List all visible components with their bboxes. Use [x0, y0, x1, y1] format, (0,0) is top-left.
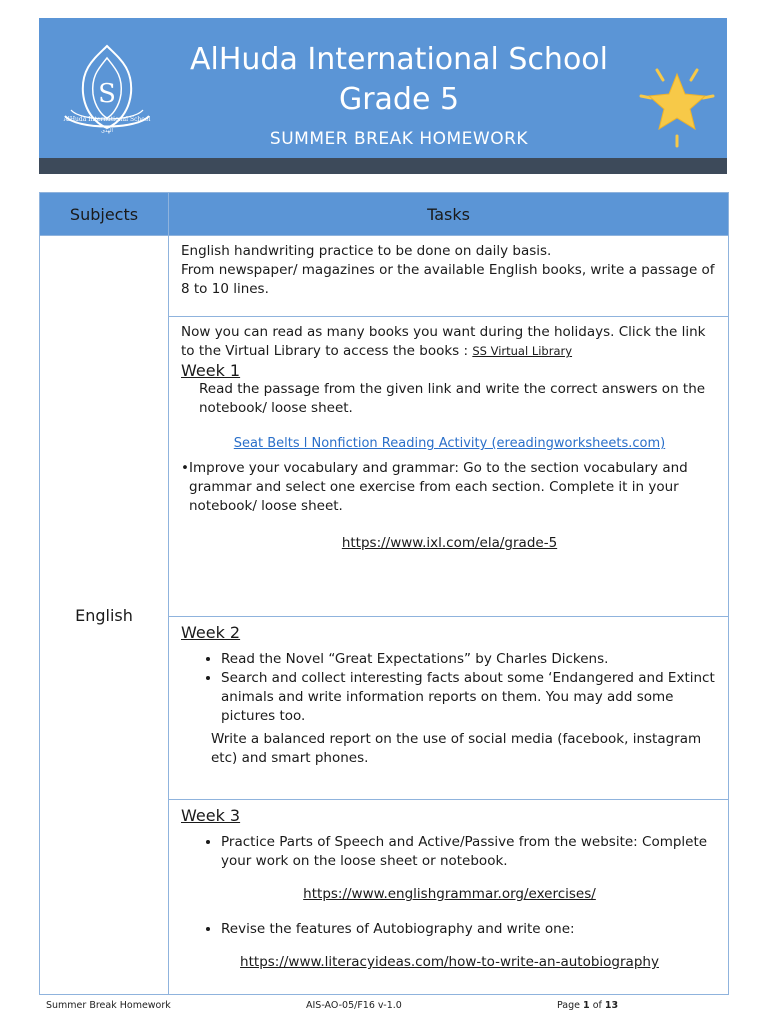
footer-left: Summer Break Homework: [46, 1000, 171, 1011]
task-cell-week3: [169, 800, 729, 995]
week-2-list: [181, 650, 718, 726]
table-row: [40, 236, 729, 317]
homework-table: [39, 192, 729, 995]
task-text: Write a balanced report on the use of social media (facebook, instagram etc) and smart phones.: [211, 731, 702, 766]
list-item: • Search and collect interesting facts about some ‘Endangered and Extinct animals and write information reports on them. You may add some pictures too.: [221, 669, 718, 726]
list-item: • Practice Parts of Speech and Active/Passive from the website: Complete your work on the loose sheet or notebook.: [221, 833, 718, 871]
page-total: 13: [604, 1000, 619, 1011]
task-cell-week2: [169, 617, 729, 800]
virtual-library-link[interactable]: SS Virtual Library: [472, 344, 573, 358]
svg-text:S: S: [98, 79, 116, 109]
task-cell-week1: [169, 317, 729, 617]
list-item: • Read the Novel “Great Expectations” by Charles Dickens.: [221, 650, 718, 669]
table-header-row: [40, 193, 729, 236]
subject-english: English: [40, 236, 169, 995]
page-of: of: [592, 1000, 602, 1011]
ixl-link[interactable]: https://www.ixl.com/ela/grade-5: [341, 535, 558, 551]
list-item: • Revise the features of Autobiography and write one:: [221, 920, 718, 939]
library-intro: Now you can read as many books you want during the holidays. Click the link to the Virtual Library to access the books :: [181, 324, 706, 359]
week-3-list-2: [181, 920, 718, 939]
seat-belts-link[interactable]: Seat Belts l Nonfiction Reading Activity (ereadingworksheets.com): [233, 436, 666, 451]
header-tasks: Tasks: [169, 193, 729, 236]
week-3-list-1: [181, 833, 718, 871]
englishgrammar-link[interactable]: https://www.englishgrammar.org/exercises/: [303, 886, 596, 902]
page-current: 1: [583, 1000, 590, 1011]
logo-caption: AlHuda International School: [63, 116, 151, 123]
week-3-heading: Week 3: [181, 806, 241, 825]
footer-page-number: [557, 1000, 618, 1011]
task-text: From newspaper/ magazines or the available English books, write a passage of 8 to 10 lines.: [181, 262, 715, 297]
task-text: Read the passage from the given link and write the correct answers on the notebook/ loose sheet.: [199, 381, 706, 416]
task-text: [181, 323, 718, 361]
literacyideas-link[interactable]: https://www.literacyideas.com/how-to-write-an-autobiography: [240, 954, 659, 970]
week-1-heading: Week 1: [181, 361, 241, 380]
footer-doc-code: AIS-AO-05/F16 v-1.0: [306, 1000, 402, 1011]
grade-title: Grade 5: [338, 82, 460, 117]
star-icon: [635, 52, 719, 152]
week-2-heading: Week 2: [181, 623, 241, 642]
task-text: English handwriting practice to be done on daily basis.: [181, 243, 552, 259]
page-label: Page: [557, 1000, 580, 1011]
list-item: [181, 459, 718, 516]
task-text: Improve your vocabulary and grammar: Go to the section vocabulary and grammar and select one exercise from each section. Complete it in your notebook/ loose sheet.: [189, 460, 688, 514]
task-cell-handwriting: [169, 236, 729, 317]
header-subjects: Subjects: [40, 193, 169, 236]
bullet-icon: •: [181, 460, 189, 476]
banner-strip: [39, 158, 727, 174]
school-name: AlHuda International School: [190, 42, 608, 77]
homework-subtitle: SUMMER BREAK HOMEWORK: [269, 129, 529, 149]
logo-subcaption: الهدى: [101, 128, 113, 134]
header-banner: [39, 18, 727, 158]
